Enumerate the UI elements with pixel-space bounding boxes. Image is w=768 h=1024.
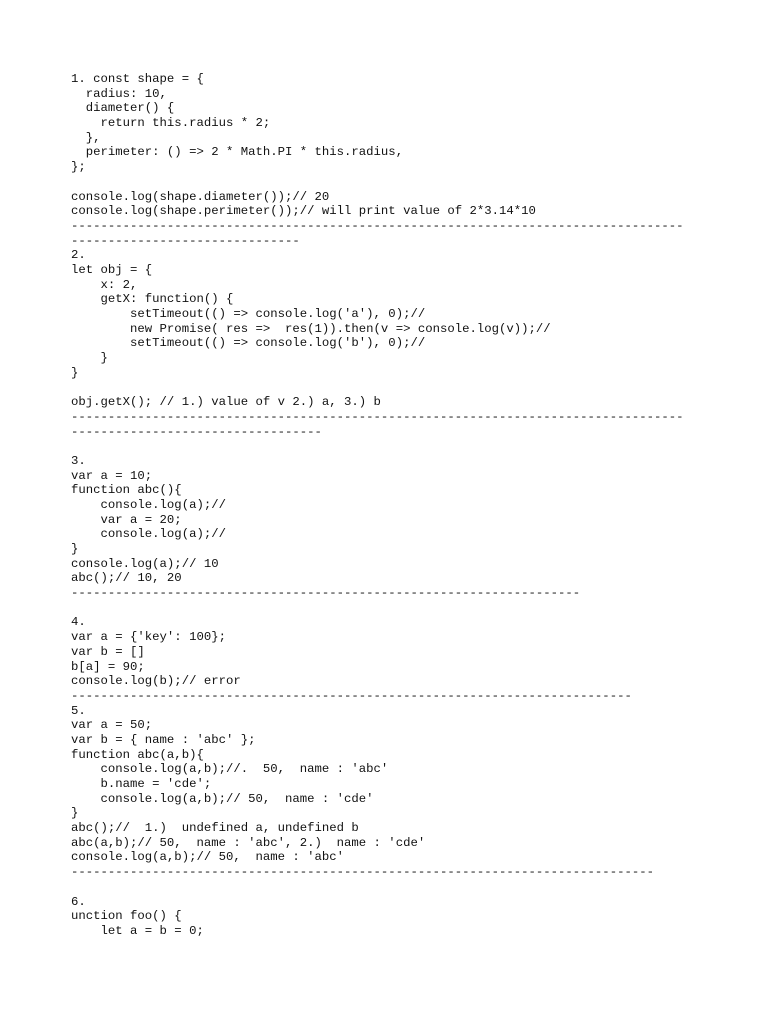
- code-line: let a = b = 0;: [71, 923, 204, 938]
- code-line: obj.getX(); // 1.) value of v 2.) a, 3.) b: [71, 395, 381, 410]
- blank-line: [71, 601, 751, 616]
- code-line: 6.: [71, 894, 86, 909]
- code-line: perimeter: () => 2 * Math.PI * this.radius,: [71, 145, 404, 160]
- code-line: abc(a,b);// 50, name : 'abc', 2.) name : 'cde': [71, 835, 426, 850]
- separator-line: -----------------------------------------------------------------------------------: [71, 218, 684, 233]
- code-line: }: [71, 351, 108, 366]
- code-line: var a = 10;: [71, 468, 153, 483]
- code-line: b.name = 'cde';: [71, 777, 212, 791]
- code-line: function abc(a,b){: [71, 747, 204, 762]
- code-line: },: [71, 130, 101, 145]
- code-line: 2.: [71, 248, 86, 263]
- code-line: console.log(a,b);//. 50, name : 'abc': [71, 762, 389, 777]
- code-line: console.log(a,b);// 50, name : 'cde': [71, 791, 374, 806]
- code-line: console.log(b);// error: [71, 674, 241, 689]
- separator-line: -----------------------------------------------------------------------------------: [71, 409, 684, 424]
- code-line: abc();// 10, 20: [71, 571, 182, 586]
- code-line: console.log(a);//: [71, 497, 226, 512]
- code-line: console.log(shape.perimeter());// will print value of 2*3.14*10: [71, 204, 536, 219]
- blank-line: [71, 175, 751, 190]
- blank-line: [71, 880, 751, 895]
- code-line: }: [71, 365, 79, 380]
- code-line: diameter() {: [71, 101, 175, 116]
- code-line: unction foo() {: [71, 909, 182, 924]
- code-line: console.log(a);//: [71, 527, 226, 542]
- code-line: };: [71, 160, 86, 175]
- code-line: }: [71, 542, 79, 556]
- separator-line: -------------------------------------------------------------------------------: [71, 865, 654, 880]
- code-line: 3.: [71, 453, 86, 468]
- code-line: var a = 50;: [71, 718, 153, 733]
- code-line: function abc(){: [71, 483, 182, 498]
- code-line: new Promise( res => res(1)).then(v => console.log(v));//: [71, 321, 551, 336]
- code-line: return this.radius * 2;: [71, 116, 271, 131]
- code-line: console.log(a,b);// 50, name : 'abc': [71, 850, 345, 865]
- code-line: }: [71, 806, 79, 821]
- code-line: 5.: [71, 703, 86, 718]
- blank-line: [71, 439, 751, 454]
- code-line: console.log(shape.diameter());// 20: [71, 189, 330, 204]
- code-line: setTimeout(() => console.log('a'), 0);//: [71, 307, 426, 321]
- code-line: var b = { name : 'abc' };: [71, 732, 256, 747]
- separator-line: ----------------------------------------------------------------------------: [71, 688, 632, 703]
- code-line: getX: function() {: [71, 292, 234, 307]
- code-line: var b = []: [71, 644, 145, 659]
- code-line: 1. const shape = {: [71, 72, 204, 86]
- code-line: b[a] = 90;: [71, 659, 145, 674]
- code-line: 4.: [71, 615, 86, 630]
- separator-line: ---------------------------------------------------------------------: [71, 586, 581, 601]
- code-line: radius: 10,: [71, 86, 167, 101]
- code-line: var a = {'key': 100};: [71, 630, 226, 645]
- code-line: abc();// 1.) undefined a, undefined b: [71, 821, 359, 836]
- separator-line: -------------------------------: [71, 233, 300, 248]
- code-document: [71, 72, 751, 939]
- code-line: setTimeout(() => console.log('b'), 0);//: [71, 336, 426, 351]
- blank-line: [71, 380, 751, 395]
- code-line: console.log(a);// 10: [71, 556, 219, 571]
- code-line: let obj = {: [71, 262, 153, 277]
- code-line: var a = 20;: [71, 512, 182, 527]
- code-line: x: 2,: [71, 277, 138, 292]
- separator-line: ----------------------------------: [71, 424, 322, 439]
